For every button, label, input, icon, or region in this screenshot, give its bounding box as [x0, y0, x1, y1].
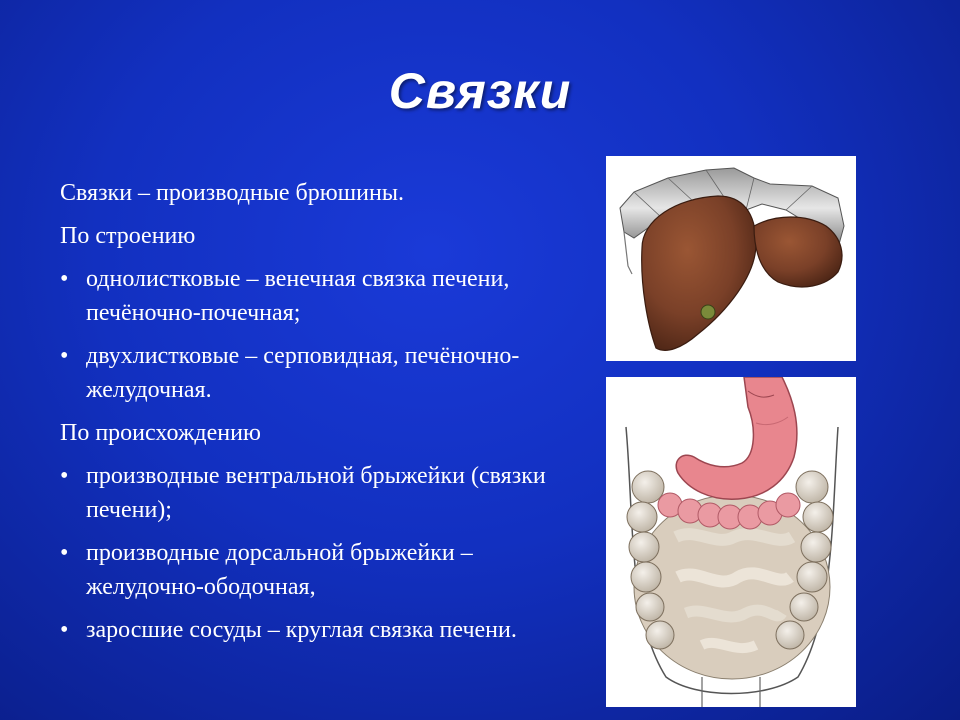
text-line: По строению [60, 223, 196, 249]
abdomen-drawing [606, 377, 856, 707]
bullet-icon: • [60, 463, 69, 489]
slide-title: Связки [388, 63, 572, 119]
abdomen-illustration [606, 377, 856, 707]
bullet-text: производные вентральной брыжейки (связки печени); [86, 463, 546, 523]
slide-body [60, 176, 580, 656]
bullet-text: производные дорсальной брыжейки – желудочно-ободочная, [86, 540, 473, 600]
text-line: Связки – производные брюшины. [60, 180, 404, 206]
bullet-icon: • [60, 266, 69, 292]
bullet-item [60, 613, 580, 647]
bullet-icon: • [60, 540, 69, 566]
bullet-icon: • [60, 343, 69, 369]
bullet-text: однолистковые – венечная связка печени, печёночно-почечная; [86, 266, 510, 326]
bullet-item [60, 536, 580, 604]
bullet-item [60, 262, 580, 330]
liver-drawing [606, 156, 856, 361]
bullet-item [60, 459, 580, 527]
text-line: По происхождению [60, 420, 261, 446]
bullet-icon: • [60, 617, 69, 643]
liver-illustration [606, 156, 856, 361]
bullet-text: заросшие сосуды – круглая связка печени. [86, 617, 517, 643]
bullet-item [60, 339, 580, 407]
bullet-text: двухлистковые – серповидная, печёночно-желудочная. [86, 343, 520, 403]
